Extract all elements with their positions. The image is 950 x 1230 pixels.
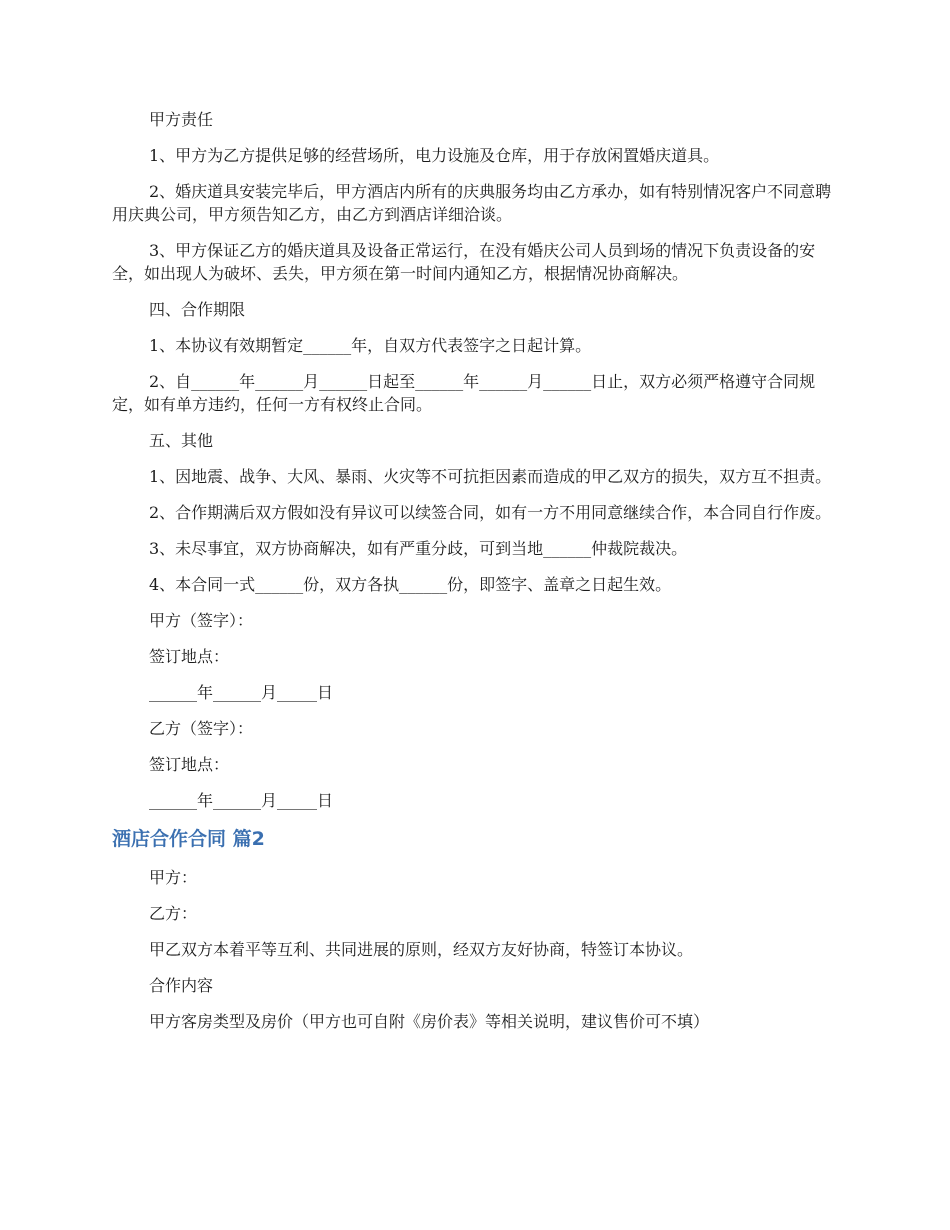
signing-location: 签订地点： [149, 755, 230, 774]
paragraph: 1、因地震、战争、大风、暴雨、火灾等不可抗拒因素而造成的甲乙双方的损失，双方互不担责。 [149, 467, 832, 486]
document-body [112, 108, 842, 1046]
signing-date: ______年______月_____日 [149, 683, 334, 702]
party-b-field: 乙方： [149, 904, 198, 923]
paragraph: 3、未尽事宜，双方协商解决，如有严重分歧，可到当地______仲裁院裁决。 [149, 539, 688, 558]
party-a-field: 甲方： [149, 868, 198, 887]
section-subheading: 合作内容 [149, 976, 214, 995]
section-heading: 酒店合作合同 篇2 [112, 828, 265, 850]
paragraph: 3、甲方保证乙方的婚庆道具及设备正常运行，在没有婚庆公司人员到场的情况下负责设备的安全，如出现人为破坏、丢失，甲方须在第一时间内通知乙方，根据情况协商解决。 [112, 241, 816, 283]
paragraph: 1、甲方为乙方提供足够的经营场所，电力设施及仓库，用于存放闲置婚庆道具。 [149, 146, 720, 165]
signing-location: 签订地点： [149, 647, 230, 666]
paragraph: 甲乙双方本着平等互利、共同进展的原则，经双方友好协商，特签订本协议。 [149, 940, 694, 959]
paragraph: 甲方责任 [149, 110, 214, 129]
paragraph: 2、婚庆道具安装完毕后，甲方酒店内所有的庆典服务均由乙方承办，如有特别情况客户不同意聘用庆典公司，甲方须告知乙方，由乙方到酒店详细洽谈。 [112, 182, 832, 224]
paragraph: 甲方客房类型及房价（甲方也可自附《房价表》等相关说明，建议售价可不填） [149, 1012, 710, 1031]
signature-line-party-b: 乙方（签字）： [149, 719, 254, 738]
section-subheading: 四、合作期限 [149, 300, 246, 319]
signature-line-party-a: 甲方（签字）： [149, 611, 254, 630]
paragraph: 1、本协议有效期暂定______年，自双方代表签字之日起计算。 [149, 336, 592, 355]
paragraph: 2、自______年______月______日起至______年______月______日止，双方必须严格遵守合同规定，如有单方违约，任何一方有权终止合同。 [112, 372, 816, 414]
signing-date: ______年______月_____日 [149, 791, 334, 810]
paragraph: 4、本合同一式______份，双方各执______份，即签字、盖章之日起生效。 [149, 575, 672, 594]
paragraph: 2、合作期满后双方假如没有异议可以续签合同，如有一方不用同意继续合作，本合同自行作废。 [149, 503, 832, 522]
section-subheading: 五、其他 [149, 431, 214, 450]
